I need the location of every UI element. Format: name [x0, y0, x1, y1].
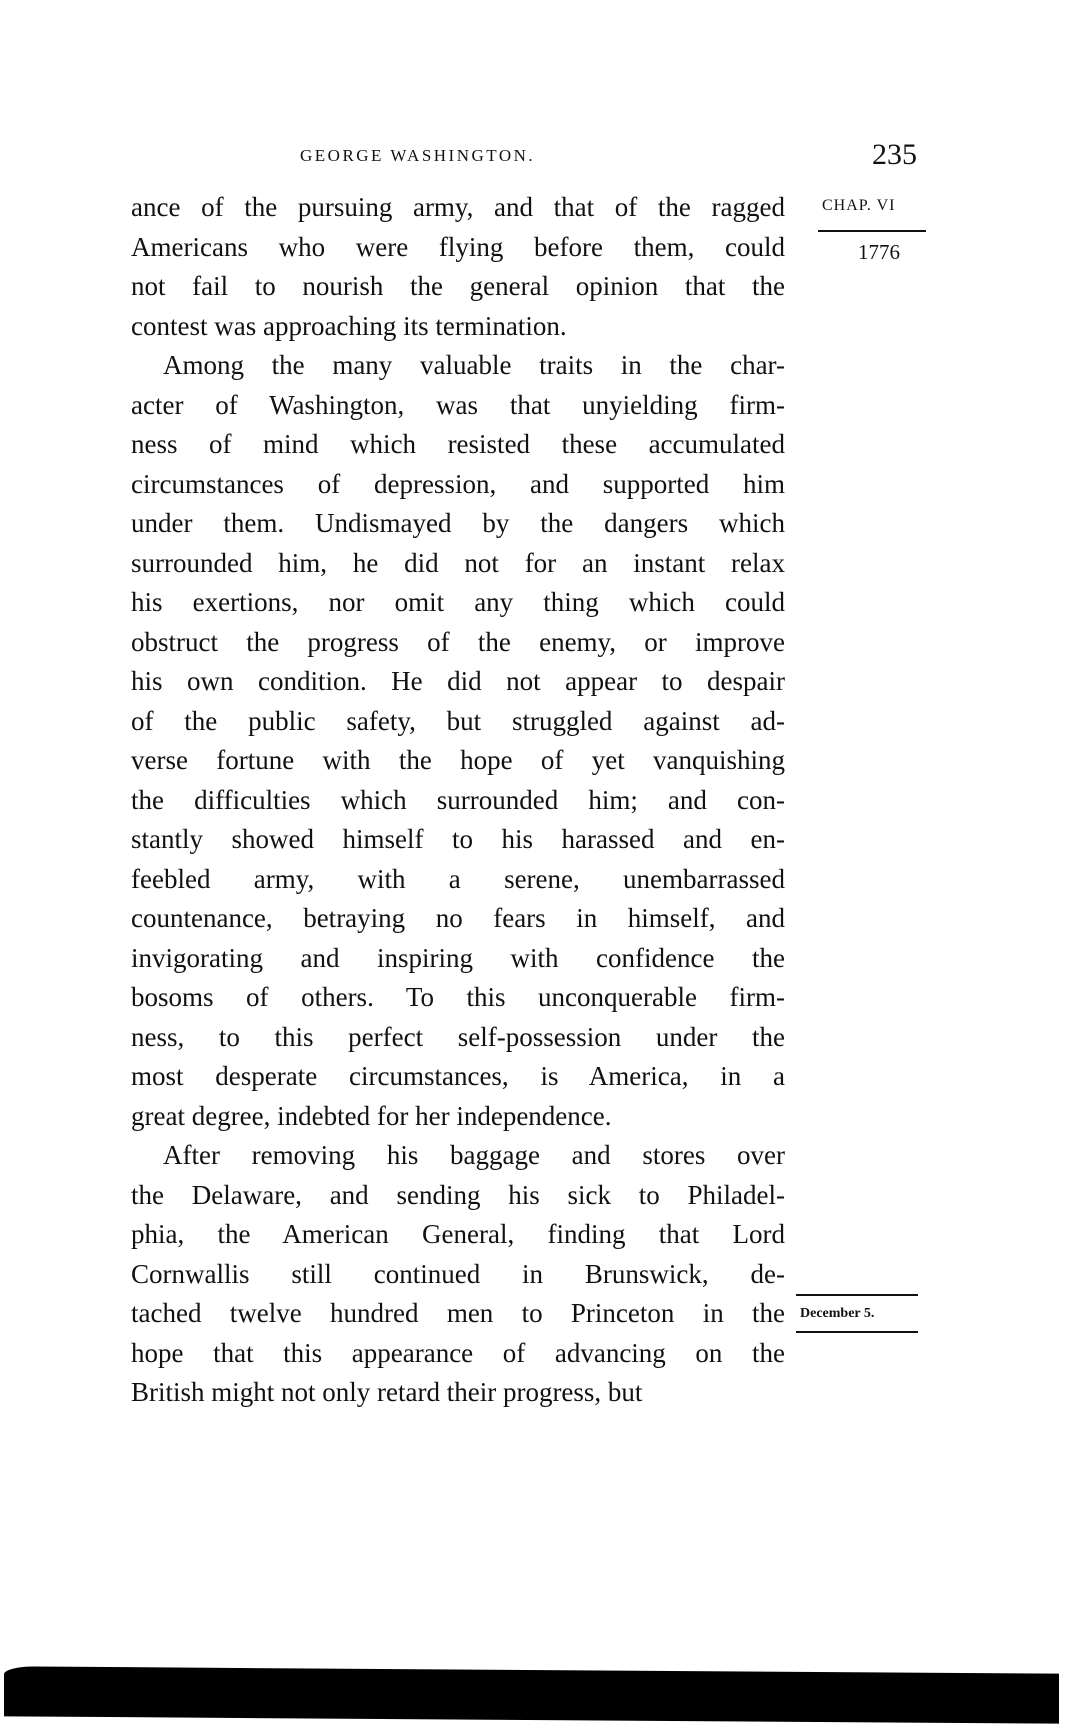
text-line: stantly showed himself to his harassed and en-	[131, 824, 785, 854]
text-line: invigorating and inspiring with confidence the	[131, 942, 785, 973]
text-line: tached twelve hundred men to Princeton in the	[131, 1298, 785, 1328]
margin-rule	[818, 230, 926, 232]
margin-note-date: December 5.	[800, 1306, 875, 1321]
margin-note-chapter: CHAP. VI	[822, 197, 896, 214]
text-line: great degree, indebted for her independence.	[131, 1100, 612, 1131]
text-line: circumstances of depression, and supported him	[131, 468, 785, 499]
text-line: not fail to nourish the general opinion that the	[131, 271, 785, 301]
paragraph	[131, 1136, 785, 1413]
scan-edge-shadow	[4, 1666, 1059, 1723]
text-line: Americans who were flying before them, could	[131, 231, 785, 262]
text-line: After removing his baggage and stores over	[163, 1140, 785, 1170]
running-head: GEORGE WASHINGTON.	[300, 146, 536, 165]
text-line: phia, the American General, finding that Lord	[131, 1219, 785, 1249]
text-line: of the public safety, but struggled against ad-	[131, 705, 785, 736]
text-line: bosoms of others. To this unconquerable firm-	[131, 982, 785, 1012]
text-line: contest was approaching its termination.	[131, 310, 567, 341]
text-line: ness of mind which resisted these accumulated	[131, 429, 785, 459]
text-line: hope that this appearance of advancing on the	[131, 1337, 785, 1368]
text-line: Cornwallis still continued in Brunswick, de-	[131, 1258, 785, 1289]
text-line: ance of the pursuing army, and that of the ragged	[131, 192, 785, 222]
text-line: surrounded him, he did not for an instant relax	[131, 547, 785, 578]
text-line: countenance, betraying no fears in himself, and	[131, 903, 785, 933]
text-line: his own condition. He did not appear to despair	[131, 666, 785, 696]
text-line: verse fortune with the hope of yet vanquishing	[131, 745, 785, 775]
page-number: 235	[872, 138, 917, 171]
text-line: Among the many valuable traits in the char-	[163, 350, 785, 380]
text-line: most desperate circumstances, is America, in a	[131, 1061, 785, 1091]
text-line: his exertions, nor omit any thing which could	[131, 587, 785, 617]
body-text	[131, 188, 785, 1413]
margin-note-year: 1776	[858, 240, 900, 264]
text-line: ness, to this perfect self-possession under the	[131, 1021, 785, 1052]
margin-rule	[796, 1294, 918, 1296]
text-line: the Delaware, and sending his sick to Philadel-	[131, 1179, 785, 1210]
text-line: feebled army, with a serene, unembarrassed	[131, 863, 785, 894]
text-line: British might not only retard their progress, but	[131, 1377, 643, 1407]
margin-rule	[796, 1331, 918, 1333]
text-line: under them. Undismayed by the dangers which	[131, 508, 785, 538]
text-line: the difficulties which surrounded him; and con-	[131, 784, 785, 815]
paragraph	[131, 346, 785, 1136]
text-line: obstruct the progress of the enemy, or improve	[131, 626, 785, 657]
text-line: acter of Washington, was that unyielding firm-	[131, 389, 785, 420]
paragraph	[131, 188, 785, 346]
